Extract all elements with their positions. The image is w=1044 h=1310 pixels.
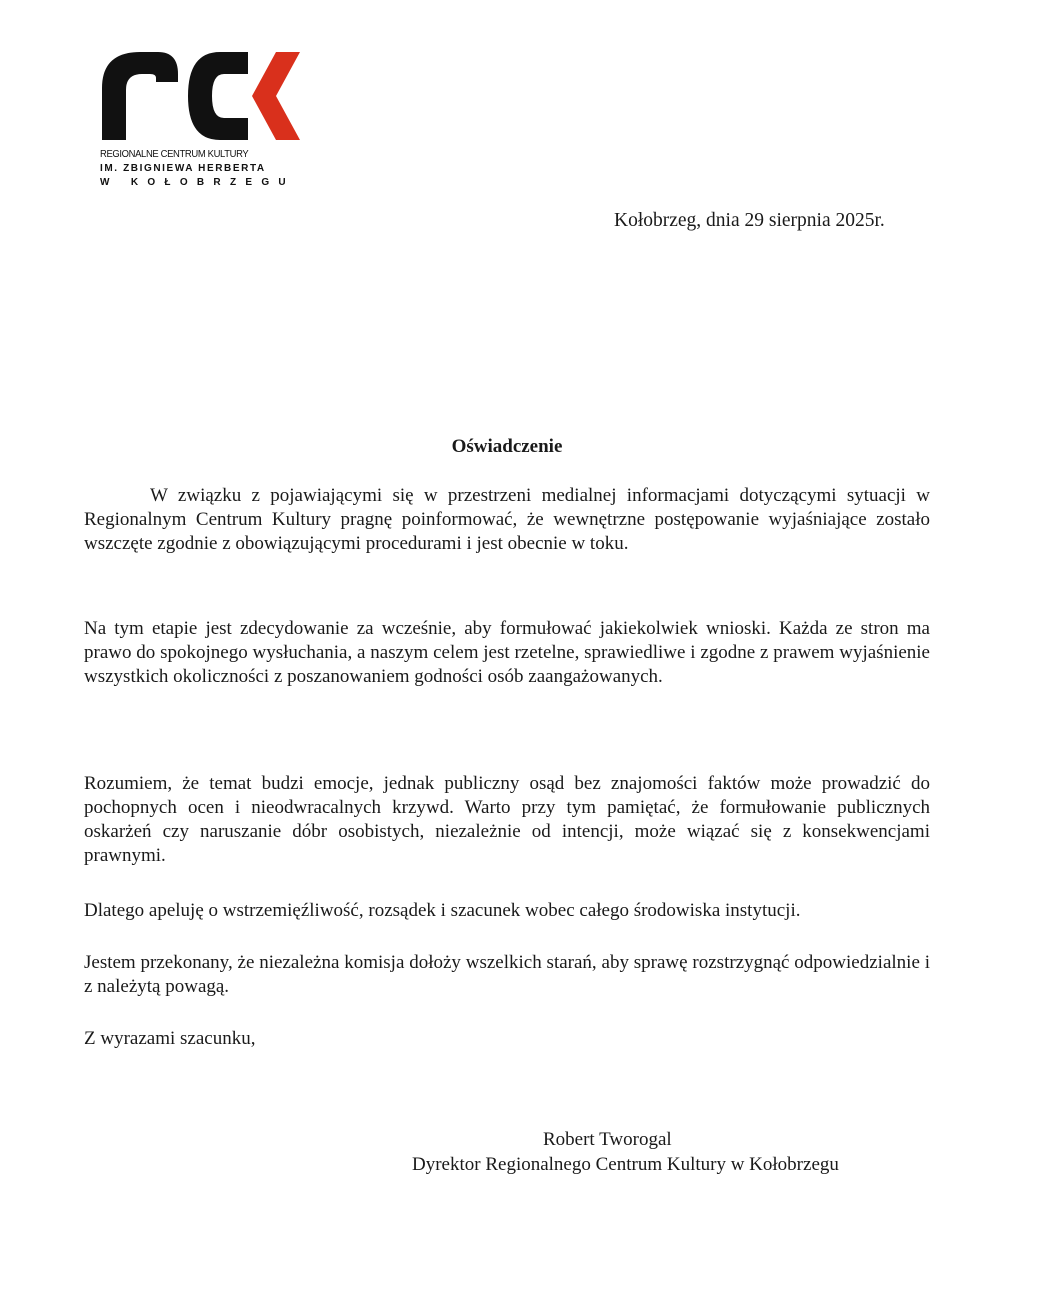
paragraph-2: Na tym etapie jest zdecydowanie za wcześnie, aby formułować jakiekolwiek wnioski. Każda ze stron ma prawo do spokojnego wysłuchania, a naszym celem jest rzetelne, sprawiedliwe i zgodne z prawem wyjaśnienie wszystkich okoliczności z poszanowaniem godności osób zaangażowanych. (84, 618, 930, 687)
signatory-position: Dyrektor Regionalnego Centrum Kultury w Kołobrzegu (412, 1154, 839, 1175)
logo-chevron (252, 52, 300, 140)
paragraph-1: W związku z pojawiającymi się w przestrzeni medialnej informacjami dotyczącymi sytuacji w Regionalnym Centrum Kultury pragnę poinformować, że wewnętrzne postępowanie wyjaśniające zostało wszczęte zgodnie z obowiązującymi procedurami i jest obecnie w toku. (84, 485, 930, 554)
logo-letter-c (188, 52, 248, 140)
rck-logo (100, 48, 310, 188)
paragraph-3: Rozumiem, że temat budzi emocje, jednak publiczny osąd bez znajomości faktów może prowadzić do pochopnych ocen i nieodwracalnych krzywd. Warto przy tym pamiętać, że formułowanie publicznych oskarżeń czy naruszanie dóbr osobistych, niezależnie od intencji, może wiązać się z konsekwencjami prawnymi. (84, 773, 930, 866)
paragraph-5: Jestem przekonany, że niezależna komisja dołoży wszelkich starań, aby sprawę rozstrzygnąć odpowiedzialnie i z należytą powagą. (84, 952, 930, 997)
rck-logo-mark (100, 48, 305, 140)
signatory-name: Robert Tworogal (543, 1129, 672, 1150)
logo-letter-r (102, 52, 178, 140)
letter-date: Kołobrzeg, dnia 29 sierpnia 2025r. (614, 210, 885, 231)
signature-block (412, 1127, 839, 1177)
closing-salutation: Z wyrazami szacunku, (84, 1028, 256, 1049)
logo-line-1: REGIONALNE CENTRUM KULTURY (100, 148, 249, 160)
logo-line-2: IM. ZBIGNIEWA HERBERTA (100, 163, 266, 174)
logo-line-3: W KOŁOBRZEGU (100, 177, 295, 188)
paragraph-4: Dlatego apeluję o wstrzemięźliwość, rozsądek i szacunek wobec całego środowiska instytucji. (84, 900, 801, 921)
letter-title: Oświadczenie (451, 436, 563, 457)
